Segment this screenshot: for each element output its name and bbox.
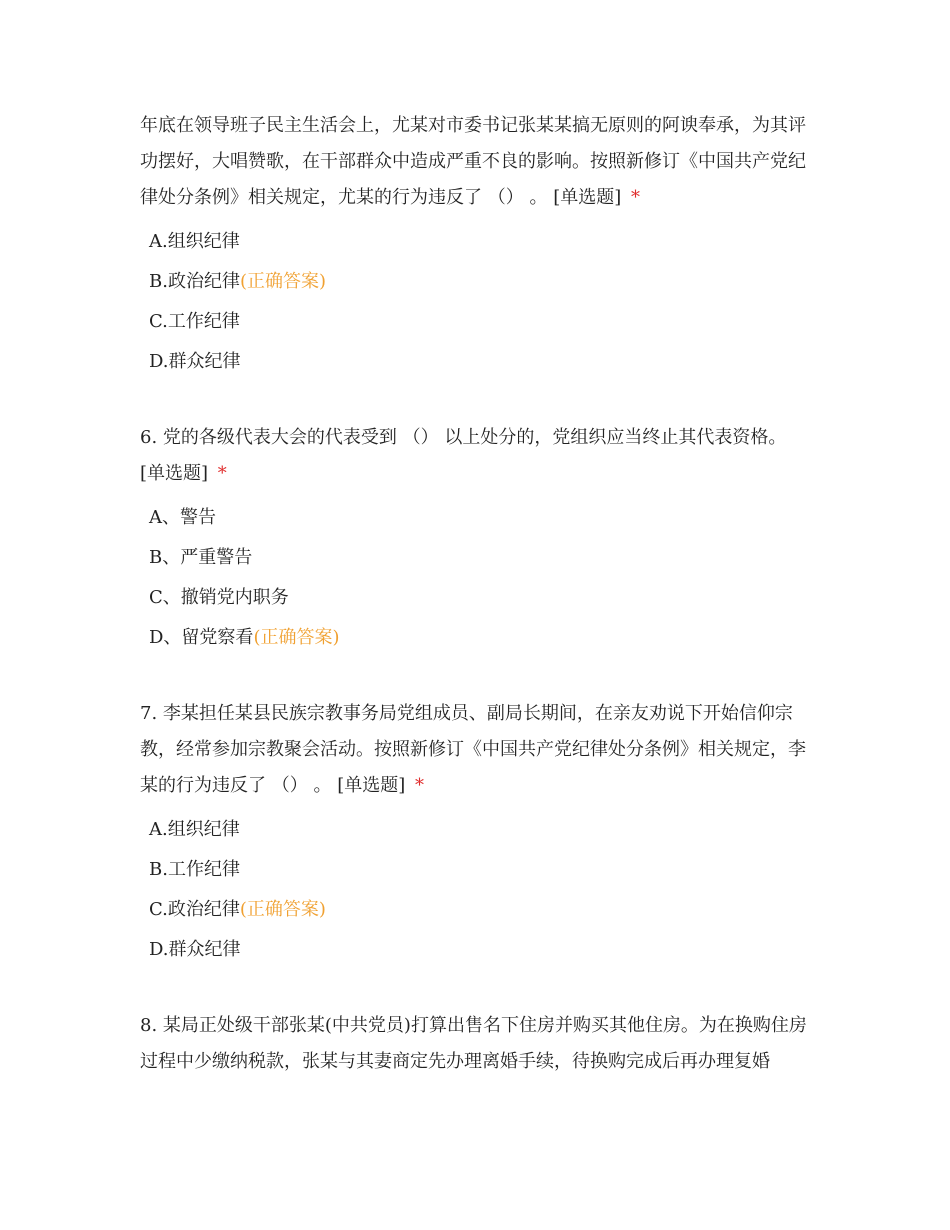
option-c[interactable] bbox=[140, 890, 820, 930]
question-stem: 8. 某局正处级干部张某(中共党员)打算出售名下住房并购买其他住房。为在换购住房过程中少缴纳税款，张某与其妻商定先办理离婚手续，待换购完成后再办理复婚 bbox=[140, 1015, 807, 1072]
option-label: B.工作纪律 bbox=[149, 859, 240, 880]
option-c[interactable] bbox=[140, 578, 820, 618]
question-text bbox=[140, 1008, 820, 1080]
option-label: D、留党察看 bbox=[149, 627, 254, 648]
question-text bbox=[140, 420, 820, 492]
option-d[interactable] bbox=[140, 618, 820, 658]
option-label: D.群众纪律 bbox=[149, 939, 241, 960]
option-b[interactable] bbox=[140, 538, 820, 578]
correct-answer-tag: (正确答案) bbox=[253, 627, 340, 648]
required-mark: * bbox=[414, 775, 424, 796]
question-stem: 6. 党的各级代表大会的代表受到 （） 以上处分的，党组织应当终止其代表资格。 bbox=[140, 427, 787, 448]
option-list bbox=[140, 810, 820, 970]
required-mark: * bbox=[630, 187, 640, 208]
option-label: A.组织纪律 bbox=[149, 819, 240, 840]
question-type: [单选题] bbox=[553, 187, 622, 208]
correct-answer-tag: (正确答案) bbox=[239, 899, 326, 920]
option-list bbox=[140, 498, 820, 658]
question-stem: 年底在领导班子民主生活会上，尤某对市委书记张某某搞无原则的阿谀奉承，为其评功摆好，大唱赞歌，在干部群众中造成严重不良的影响。按照新修订《中国共产党纪律处分条例》相关规定，尤某的行为违反了 （） 。 bbox=[140, 115, 806, 208]
option-label: D.群众纪律 bbox=[149, 351, 241, 372]
option-label: A.组织纪律 bbox=[149, 231, 240, 252]
option-label: A、警告 bbox=[149, 507, 216, 528]
option-c[interactable] bbox=[140, 302, 820, 342]
option-a[interactable] bbox=[140, 810, 820, 850]
option-label: B.政治纪律 bbox=[149, 271, 240, 292]
question-7 bbox=[140, 696, 820, 970]
option-d[interactable] bbox=[140, 342, 820, 382]
option-b[interactable] bbox=[140, 850, 820, 890]
correct-answer-tag: (正确答案) bbox=[239, 271, 326, 292]
required-mark: * bbox=[217, 463, 227, 484]
option-a[interactable] bbox=[140, 222, 820, 262]
question-text bbox=[140, 696, 820, 804]
question-type: [单选题] bbox=[337, 775, 406, 796]
question-6 bbox=[140, 420, 820, 658]
option-d[interactable] bbox=[140, 930, 820, 970]
question-8 bbox=[140, 1008, 820, 1080]
option-label: C.政治纪律 bbox=[149, 899, 240, 920]
question-stem: 7. 李某担任某县民族宗教事务局党组成员、副局长期间，在亲友劝说下开始信仰宗教，经常参加宗教聚会活动。按照新修订《中国共产党纪律处分条例》相关规定，李某的行为违反了 （） 。 bbox=[140, 703, 806, 796]
option-list bbox=[140, 222, 820, 382]
question-text bbox=[140, 108, 820, 216]
option-b[interactable] bbox=[140, 262, 820, 302]
option-label: B、严重警告 bbox=[149, 547, 253, 568]
option-label: C、撤销党内职务 bbox=[149, 587, 289, 608]
option-a[interactable] bbox=[140, 498, 820, 538]
question-5 bbox=[140, 108, 820, 382]
option-label: C.工作纪律 bbox=[149, 311, 240, 332]
question-type: [单选题] bbox=[140, 463, 209, 484]
survey-page bbox=[140, 108, 820, 1118]
